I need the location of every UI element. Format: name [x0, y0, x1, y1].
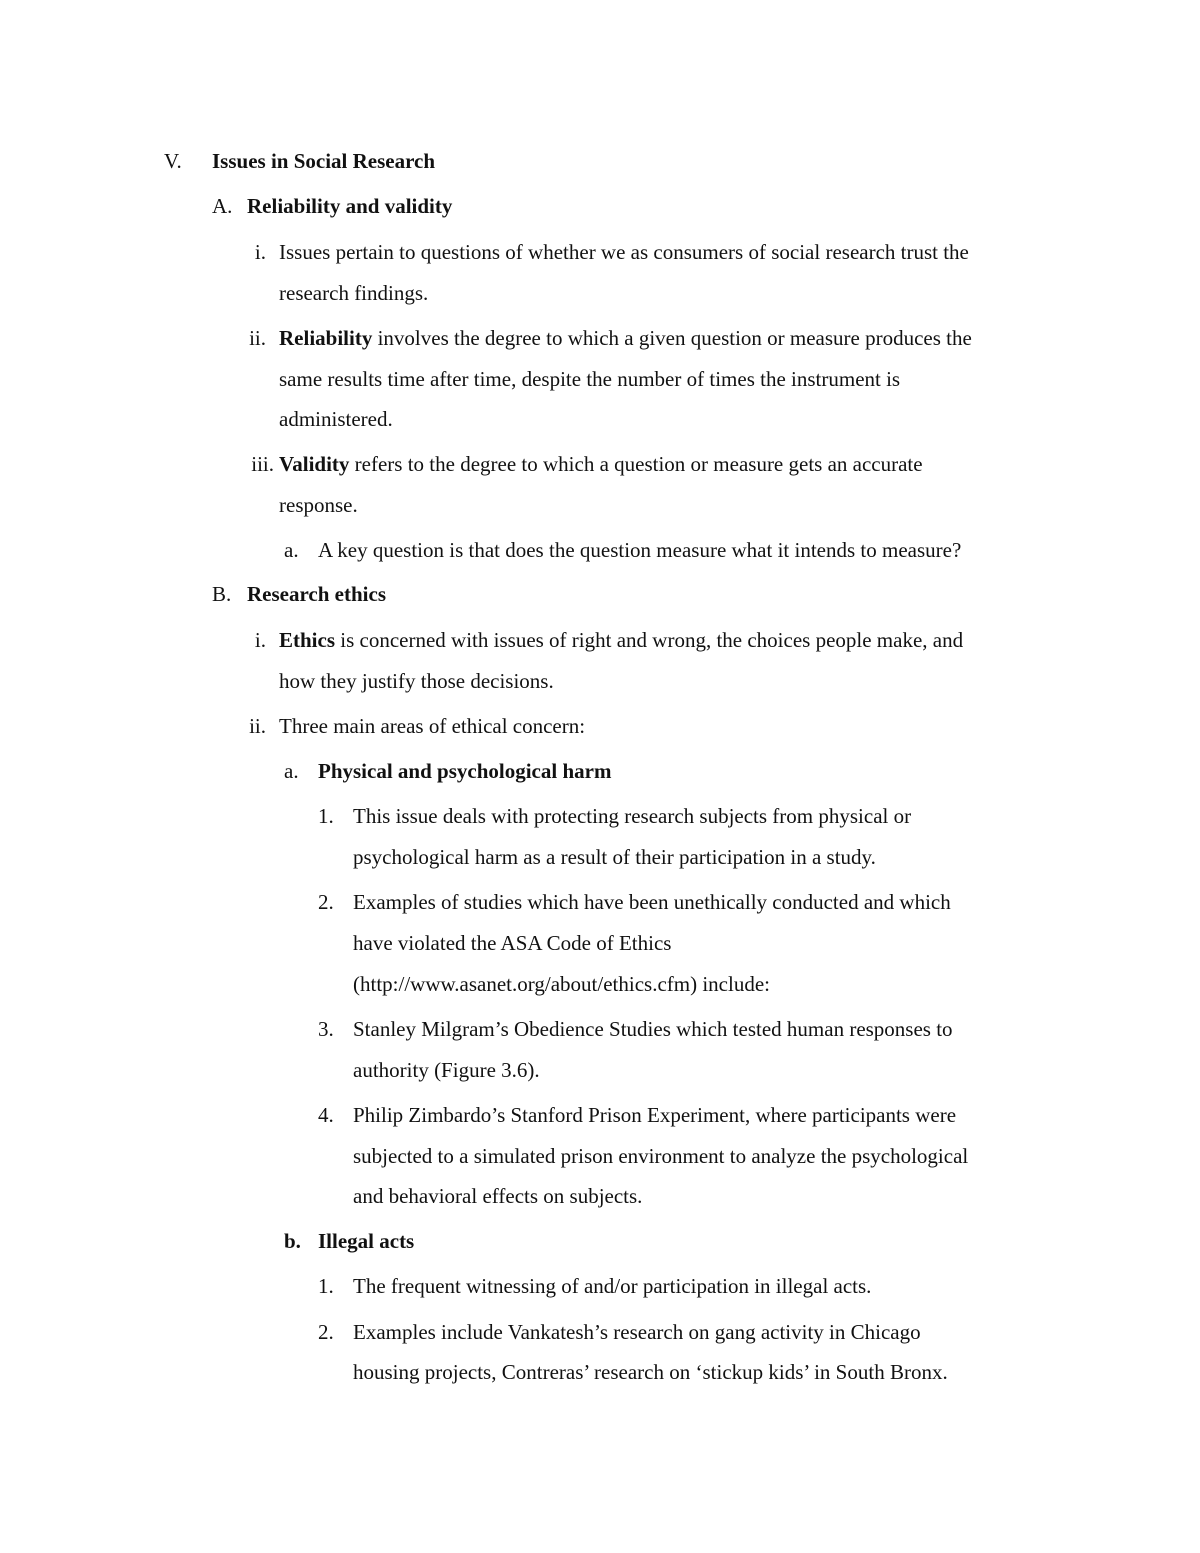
item-a-ii-line2: same results time after time, despite the number of times the instrument is — [279, 367, 901, 391]
item-b-ii-b-title: Illegal acts — [318, 1229, 415, 1253]
item-b-ii-text: Three main areas of ethical concern: — [279, 714, 586, 738]
harm-item-4-line2: subjected to a simulated prison environment to analyze the psychological — [353, 1144, 969, 1168]
term-reliability: Reliability — [279, 326, 373, 350]
subsection-b-marker: B. — [212, 582, 232, 606]
harm-item-2-text1: Examples of studies which have been unethically conducted and which — [353, 890, 951, 914]
harm-item-4-line3: and behavioral effects on subjects. — [353, 1184, 643, 1208]
item-a-iii-a-text: A key question is that does the question measure what it intends to measure? — [318, 538, 962, 562]
item-b-ii-a-title: Physical and psychological harm — [318, 759, 612, 783]
item-b-ii-a-marker: a. — [284, 759, 299, 783]
item-b-i-marker: i. — [254, 628, 266, 652]
item-a-i-text1: Issues pertain to questions of whether we as consumers of social research trust the — [279, 240, 969, 264]
section-title: Issues in Social Research — [212, 149, 436, 173]
harm-item-2-line2: have violated the ASA Code of Ethics — [353, 931, 672, 955]
subsection-a-marker: A. — [212, 194, 233, 218]
term-validity: Validity — [279, 452, 350, 476]
harm-item-1-line2: psychological harm as a result of their participation in a study. — [353, 845, 876, 869]
harm-item-4-text1: Philip Zimbardo’s Stanford Prison Experiment, where participants were — [353, 1103, 957, 1127]
harm-item-3-marker: 3. — [318, 1017, 334, 1041]
term-ethics: Ethics — [279, 628, 336, 652]
illegal-item-2-marker: 2. — [318, 1320, 334, 1344]
item-a-iii-line2: response. — [279, 493, 358, 517]
item-b-ii-marker: ii. — [249, 714, 266, 738]
item-b-i-line2: how they justify those decisions. — [279, 669, 554, 693]
harm-item-2-marker: 2. — [318, 890, 334, 914]
subsection-b-title: Research ethics — [247, 582, 386, 606]
harm-item-1-text1: This issue deals with protecting research subjects from physical or — [353, 804, 912, 828]
illegal-item-2-line2: housing projects, Contreras’ research on ‘stickup kids’ in South Bronx. — [353, 1360, 948, 1384]
section-marker: V. — [164, 149, 182, 173]
item-a-ii-line3: administered. — [279, 407, 393, 431]
item-a-ii-marker: ii. — [249, 326, 266, 350]
harm-item-3-line2: authority (Figure 3.6). — [353, 1058, 540, 1082]
item-a-iii-a-marker: a. — [284, 538, 299, 562]
item-a-i-line2: research findings. — [279, 281, 429, 305]
item-a-iii-text1: refers to the degree to which a question or measure gets an accurate — [349, 452, 923, 476]
illegal-item-2-text1: Examples include Vankatesh’s research on gang activity in Chicago — [353, 1320, 921, 1344]
item-b-i-text1: is concerned with issues of right and wrong, the choices people make, and — [335, 628, 964, 652]
illegal-item-1-marker: 1. — [318, 1274, 334, 1298]
subsection-a-title: Reliability and validity — [247, 194, 453, 218]
item-b-ii-b-marker: b. — [284, 1229, 301, 1253]
item-a-ii-text1: involves the degree to which a given question or measure produces the — [372, 326, 972, 350]
harm-item-2-line3: (http://www.asanet.org/about/ethics.cfm) include: — [353, 972, 770, 996]
item-a-iii-marker: iii. — [251, 452, 274, 476]
harm-item-4-marker: 4. — [318, 1103, 334, 1127]
item-a-i-marker: i. — [254, 240, 266, 264]
illegal-item-1-text: The frequent witnessing of and/or participation in illegal acts. — [353, 1274, 872, 1298]
harm-item-3-text1: Stanley Milgram’s Obedience Studies which tested human responses to — [353, 1017, 953, 1041]
harm-item-1-marker: 1. — [318, 804, 334, 828]
